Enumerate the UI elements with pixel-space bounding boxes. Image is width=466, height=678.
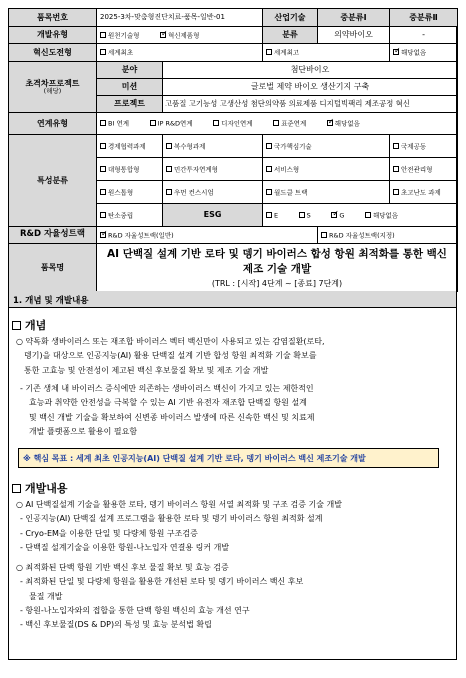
feature-opt[interactable] bbox=[97, 135, 163, 158]
dev-line: - Cryo-EM을 이용한 단일 및 다량체 항원 구조검증 bbox=[20, 528, 198, 538]
super-gap-title: 초격차프로젝트 bbox=[25, 78, 80, 88]
concept-line: 개발 플랫폼으로 활용이 필요함 bbox=[29, 426, 138, 436]
product-name-label: 품목명 bbox=[9, 244, 97, 292]
class-label: 분류 bbox=[263, 27, 318, 44]
feature-option-label: 우먼 컨스시엄 bbox=[174, 188, 214, 197]
dev-line: - 인공지능(AI) 단백질 설계 프로그램을 활용한 로타 및 뎅기 바이러스 항원 최적화 설계 bbox=[20, 514, 323, 524]
checkbox-checked-icon bbox=[331, 212, 337, 218]
link-option-label: IP R&D연계 bbox=[157, 119, 193, 128]
checkbox-icon bbox=[266, 189, 272, 195]
checkbox-checked-icon bbox=[327, 120, 333, 126]
concept-line: ○ 약독화 생바이러스 또는 재조합 바이러스 벡터 백신만이 사용되고 있는 감염질환(로타, bbox=[16, 337, 325, 346]
square-bullet-icon bbox=[12, 321, 21, 330]
field-label: 분야 bbox=[97, 62, 163, 79]
checkbox-icon bbox=[100, 49, 106, 55]
feature-opt[interactable] bbox=[263, 135, 390, 158]
checkbox-icon bbox=[266, 49, 272, 55]
feature-opt[interactable] bbox=[97, 158, 163, 181]
feature-opt[interactable] bbox=[163, 135, 263, 158]
link-opt-design[interactable] bbox=[213, 120, 252, 128]
mid-class-1-header: 중분류Ⅰ bbox=[318, 9, 390, 27]
class-value-2: - bbox=[390, 27, 458, 44]
dev-line: 물질 개발 bbox=[29, 591, 63, 601]
checkbox-icon bbox=[150, 120, 156, 126]
checkbox-icon bbox=[393, 189, 399, 195]
checkbox-icon bbox=[299, 212, 305, 218]
mission-value: 글로벌 제약 바이오 생산기지 구축 bbox=[163, 79, 458, 96]
link-opt-ip[interactable] bbox=[150, 120, 193, 128]
class-value-1: 의약바이오 bbox=[318, 27, 390, 44]
innov-option-label: 세계최초 bbox=[108, 48, 134, 57]
innov-opt-2[interactable] bbox=[263, 44, 390, 62]
dev-type-options bbox=[97, 27, 263, 44]
checkbox-icon bbox=[266, 143, 272, 149]
feature-option-label: 초고난도 과제 bbox=[401, 188, 441, 197]
rnd-track-option-label: R&D 자율성트랙(일반) bbox=[108, 231, 174, 240]
feature-option-label: 복수형과제 bbox=[174, 142, 206, 151]
dev-heading-text: 개발내용 bbox=[25, 482, 68, 495]
dev-type-innovative-product[interactable] bbox=[160, 32, 199, 40]
link-option-label: 디자인연계 bbox=[221, 119, 253, 128]
concept-line: - 기존 생체 내 바이러스 증식에만 의존하는 생바이러스 백신이 가지고 있는 제한적인 bbox=[20, 384, 314, 393]
checkbox-icon bbox=[100, 143, 106, 149]
esg-opt-none[interactable] bbox=[365, 212, 398, 220]
innov-option-label: 해당없음 bbox=[401, 48, 427, 57]
dev-type-option-label: 혁신제품형 bbox=[167, 31, 200, 40]
checkbox-icon bbox=[166, 189, 172, 195]
dev-line: - 최적화된 단일 및 다량체 항원을 활용한 개선된 로타 및 뎅기 바이러스 백신 후보 bbox=[20, 577, 304, 587]
project-info-table bbox=[8, 8, 458, 292]
esg-options bbox=[263, 204, 458, 227]
link-opt-bi[interactable] bbox=[100, 120, 129, 128]
rnd-track-label: R&D 자율성트랙 bbox=[9, 227, 97, 244]
rnd-track-option-label: R&D 자율성트랙(지정) bbox=[329, 231, 395, 240]
checkbox-checked-icon bbox=[160, 32, 166, 38]
dev-content bbox=[16, 498, 450, 633]
feature-option-label: 민간투자연계형 bbox=[174, 165, 218, 174]
mid-class-2-header: 중분류Ⅱ bbox=[390, 9, 458, 27]
esg-opt-s[interactable] bbox=[299, 212, 311, 220]
esg-opt-g[interactable] bbox=[331, 212, 344, 220]
checkbox-icon bbox=[100, 189, 106, 195]
esg-option-label: S bbox=[306, 211, 311, 220]
feature-label: 특성분류 bbox=[9, 135, 97, 227]
concept-heading bbox=[12, 317, 46, 333]
square-bullet-icon bbox=[12, 484, 21, 493]
checkbox-checked-icon bbox=[393, 49, 399, 55]
mission-label: 미션 bbox=[97, 79, 163, 96]
feature-opt[interactable] bbox=[163, 158, 263, 181]
feature-opt[interactable] bbox=[390, 158, 458, 181]
checkbox-icon bbox=[393, 166, 399, 172]
checkbox-icon bbox=[393, 143, 399, 149]
dev-line: - 항원-나노입자와의 접합을 통한 단백 항원 백신의 효능 개선 연구 bbox=[20, 606, 250, 616]
checkbox-icon bbox=[213, 120, 219, 126]
feature-opt[interactable] bbox=[390, 135, 458, 158]
core-goal-text: ※ 핵심 목표 : 세계 최초 인공지능(AI) 단백질 설계 기반 로타, 뎅기 바이러스 백신 제조기술 개발 bbox=[23, 454, 366, 463]
super-gap-sub: (해당) bbox=[43, 86, 62, 95]
checkbox-icon bbox=[100, 166, 106, 172]
esg-opt-e[interactable] bbox=[266, 212, 278, 220]
checkbox-icon bbox=[365, 212, 371, 218]
feature-option-label: 국제공동 bbox=[401, 142, 427, 151]
feature-opt[interactable] bbox=[263, 158, 390, 181]
esg-label: ESG bbox=[163, 204, 263, 227]
rnd-track-opt-1[interactable] bbox=[97, 227, 318, 244]
feature-option-label: 월드클 트랙 bbox=[274, 188, 308, 197]
link-opt-none[interactable] bbox=[327, 120, 360, 128]
innov-opt-1[interactable] bbox=[97, 44, 263, 62]
concept-heading-text: 개념 bbox=[25, 319, 47, 332]
checkbox-icon bbox=[100, 120, 106, 126]
feature-opt-carbon[interactable] bbox=[97, 204, 163, 227]
link-option-label: BI 연계 bbox=[108, 119, 130, 128]
dev-line: ○ 최적화된 단백 항원 기반 백신 후보 물질 확보 및 효능 검증 bbox=[16, 563, 229, 573]
checkbox-icon bbox=[321, 232, 327, 238]
feature-option-label: 국가핵심기술 bbox=[274, 142, 312, 151]
dev-type-original-tech[interactable] bbox=[100, 32, 139, 40]
project-value: 고품질 고기능성 고생산성 첨단의약품 의료제품 디지털빅팩리 제조공정 혁신 bbox=[163, 96, 458, 113]
dev-line: - 백신 후보물질(DS & DP)의 특성 및 효능 분석법 확립 bbox=[20, 620, 212, 630]
esg-option-label: G bbox=[339, 211, 345, 220]
product-name-cell bbox=[97, 244, 458, 292]
feature-opt[interactable] bbox=[390, 181, 458, 204]
concept-line: 및 백신 개발 기술을 확보하여 신변종 바이러스 발생에 따른 신속한 백신 및 치료제 bbox=[29, 412, 315, 422]
checkbox-icon bbox=[273, 120, 279, 126]
feature-option-label: 경제협력과제 bbox=[108, 142, 146, 151]
checkbox-icon bbox=[100, 212, 106, 218]
concept-line: 뎅기)을 대상으로 인공지능(AI) 활용 단백질 설계 기반 합성 항원 최적화 기술 확보를 bbox=[24, 351, 317, 361]
project-label: 프로젝트 bbox=[97, 96, 163, 113]
innov-opt-3[interactable] bbox=[390, 44, 458, 62]
feature-option-label: 서비스형 bbox=[274, 165, 300, 174]
feature-opt[interactable] bbox=[163, 181, 263, 204]
item-no-label: 품목번호 bbox=[9, 9, 97, 27]
trl-range: (TRL : [시작] 4단계 ~ [종료] 7단계) bbox=[211, 278, 343, 288]
concept-line: 효능과 취약한 안전성을 극복할 수 있는 AI 기반 유전자 재조합 단백질 항원 설계 bbox=[29, 398, 307, 408]
link-option-label: 표준연계 bbox=[281, 119, 307, 128]
concept-para-2 bbox=[20, 382, 448, 439]
industry-label: 산업기술 bbox=[263, 9, 318, 27]
dev-line: - 단백질 설계기술을 이용한 항원-나노입자 연결용 링커 개발 bbox=[20, 542, 230, 552]
checkbox-icon bbox=[266, 166, 272, 172]
feature-option-label: 대형통합형 bbox=[108, 165, 140, 174]
checkbox-icon bbox=[166, 166, 172, 172]
link-option-label: 해당없음 bbox=[334, 119, 360, 128]
dev-heading bbox=[12, 480, 68, 496]
feature-opt[interactable] bbox=[97, 181, 163, 204]
checkbox-icon bbox=[266, 212, 272, 218]
item-no-value: 2025-3차-맞춤형진단치료-품목-일반-01 bbox=[97, 9, 263, 27]
dev-type-label: 개발유형 bbox=[9, 27, 97, 44]
checkbox-icon bbox=[166, 143, 172, 149]
link-opt-standard[interactable] bbox=[273, 120, 306, 128]
section-title: 1. 개념 및 개발내용 bbox=[8, 291, 457, 308]
link-label: 연계유형 bbox=[9, 113, 97, 135]
rnd-track-opt-2[interactable] bbox=[318, 227, 458, 244]
super-gap-label bbox=[9, 62, 97, 113]
dev-line: ○ AI 단백질설계 기술을 활용한 로타, 뎅기 바이러스 항원 서열 최적화 및 구조 검증 기술 개발 bbox=[16, 500, 342, 509]
field-value: 첨단바이오 bbox=[163, 62, 458, 79]
product-name: AI 단백질 설계 기반 로타 및 뎅기 바이러스 합성 항원 최적화를 통한 백신 제조 기술 개발 bbox=[107, 248, 447, 275]
feature-opt[interactable] bbox=[263, 181, 390, 204]
innov-option-label: 세계최고 bbox=[274, 48, 300, 57]
core-goal-box bbox=[18, 448, 439, 468]
checkbox-icon bbox=[100, 32, 106, 38]
checkbox-checked-icon bbox=[100, 232, 106, 238]
dev-type-option-label: 원천기술형 bbox=[108, 31, 140, 40]
esg-option-label: 해당없음 bbox=[372, 211, 399, 220]
innov-label: 혁신도전형 bbox=[9, 44, 97, 62]
feature-option-label: 안전관리형 bbox=[401, 165, 433, 174]
concept-line: 통한 고효능 및 안전성이 제고된 백신 후보물질 확보 및 제조 기술 개발 bbox=[24, 365, 269, 375]
feature-option-label: 원스톱형 bbox=[108, 188, 134, 197]
link-options bbox=[97, 113, 458, 135]
feature-option-label: 탄소중립 bbox=[108, 211, 134, 220]
esg-option-label: E bbox=[274, 211, 279, 220]
concept-para-1 bbox=[16, 335, 448, 378]
